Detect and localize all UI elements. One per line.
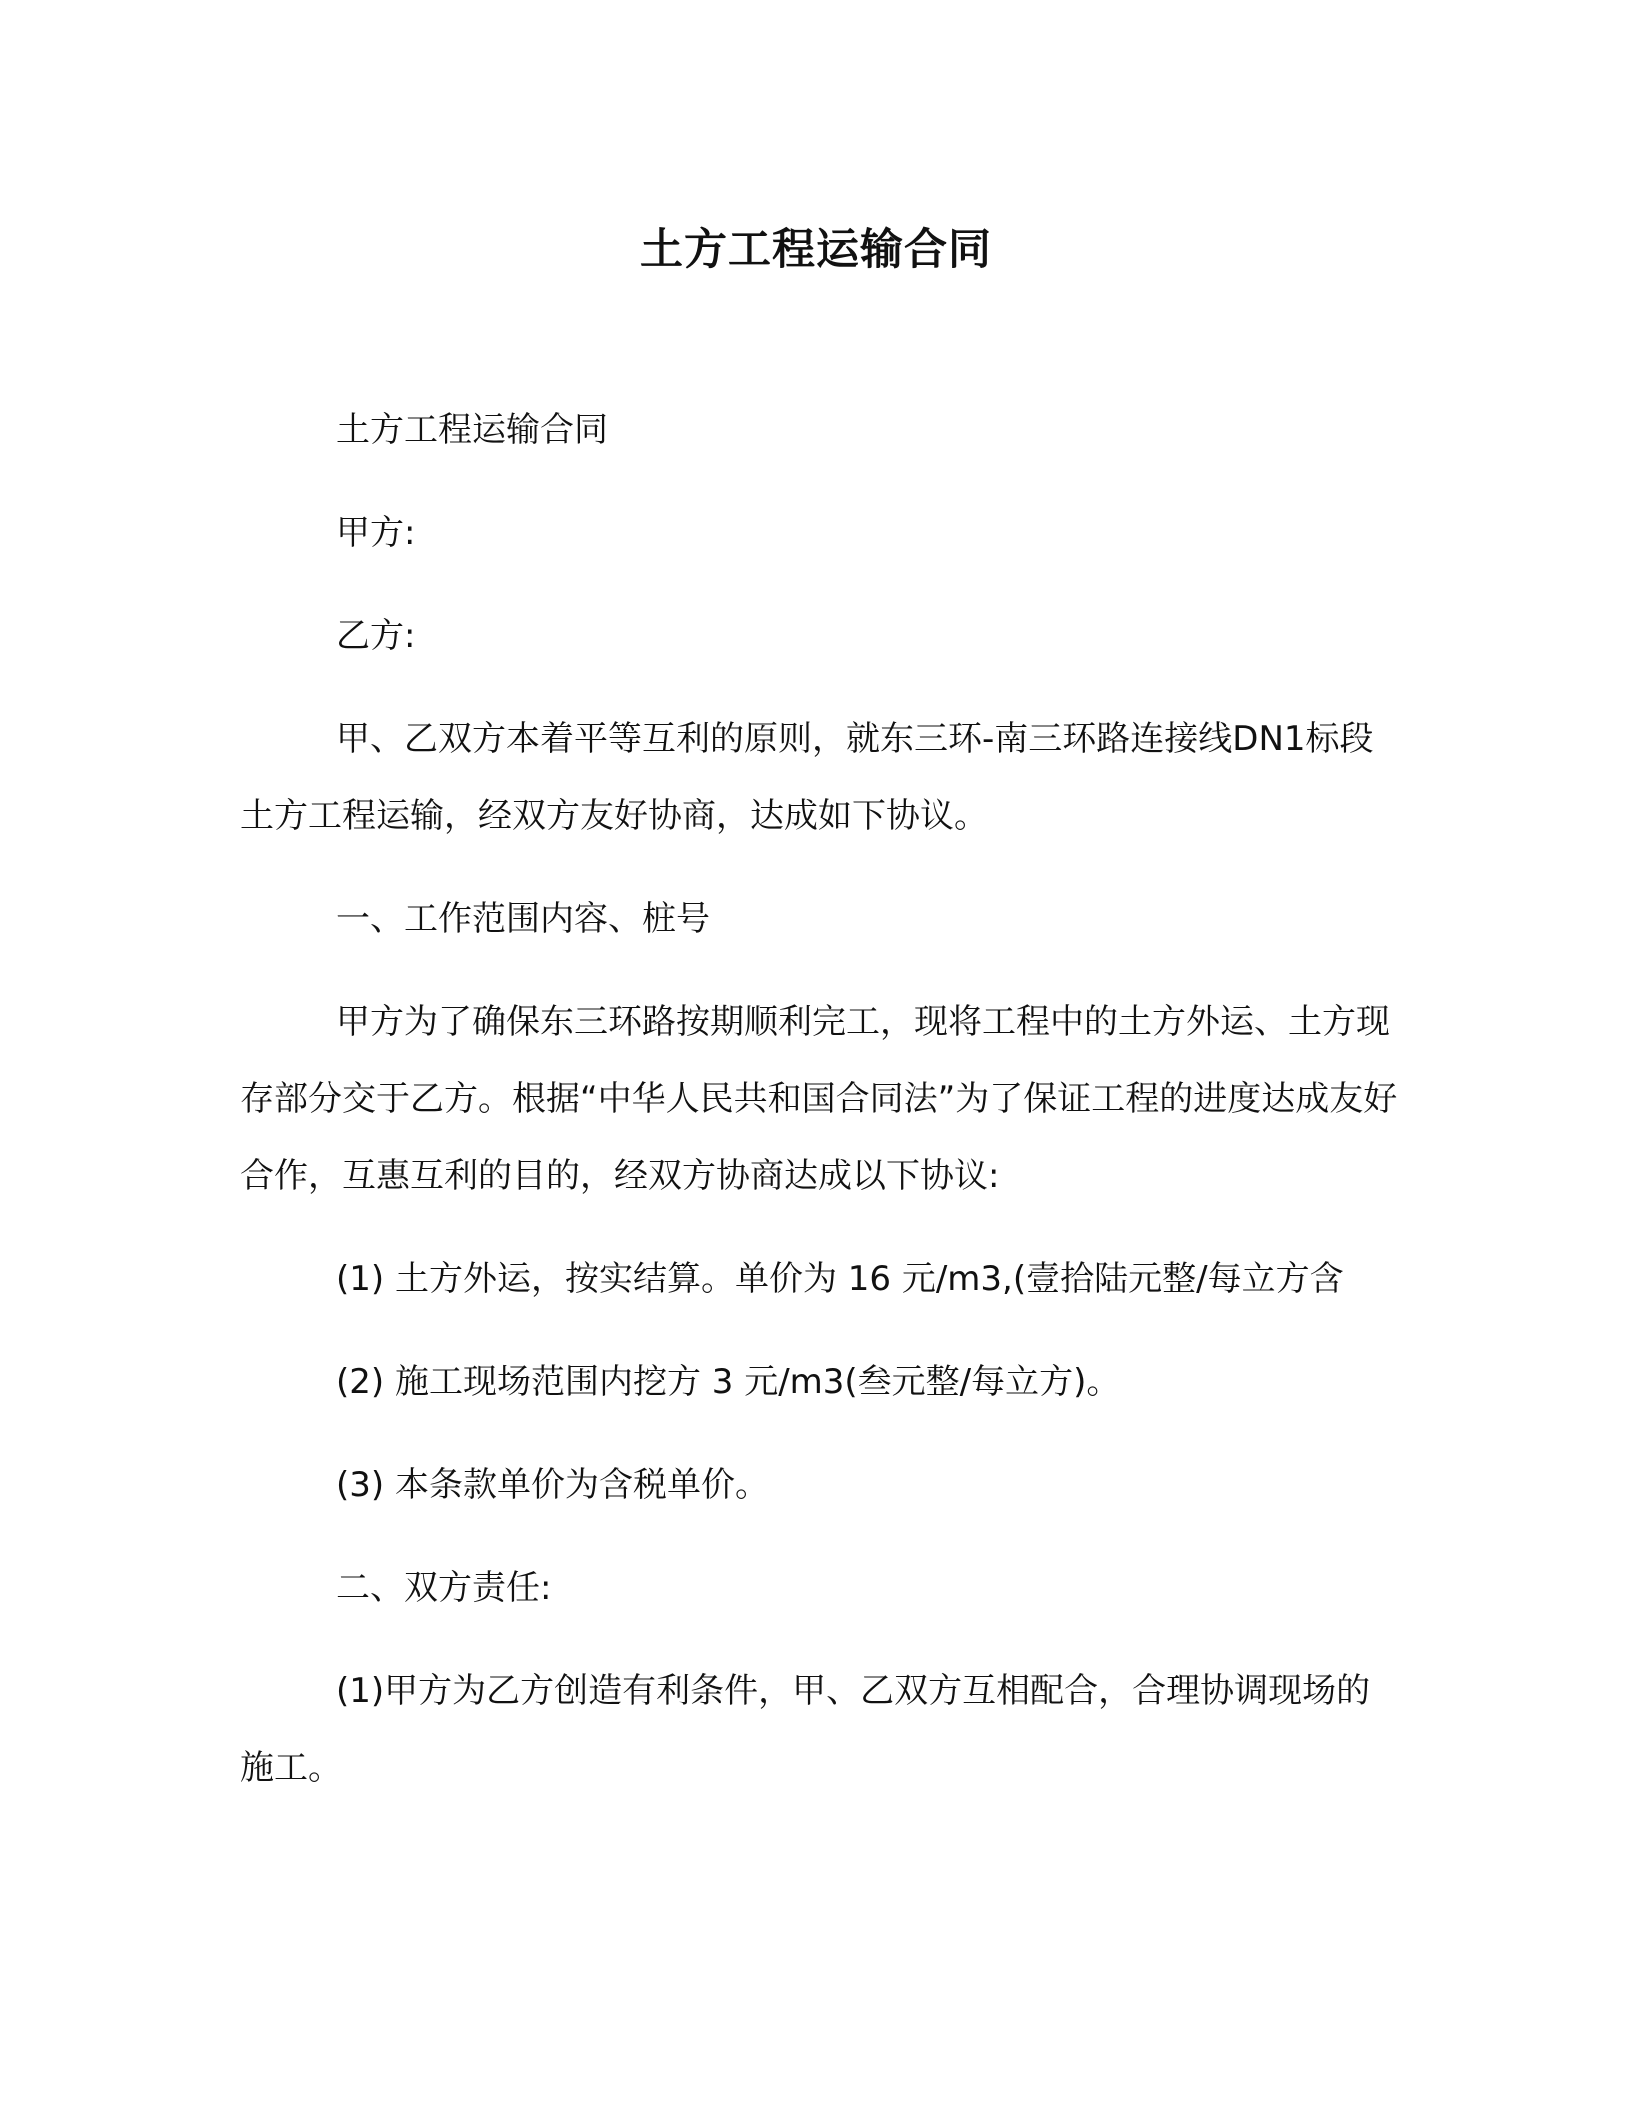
responsibility-1: (1)甲方为乙方创造有利条件，甲、乙双方互相配合，合理协调现场的施工。 [240, 1671, 1371, 1788]
clause-1: (1) 土方外运，按实结算。单价为 16 元/m3,(壹拾陆元整/每立方含 [336, 1259, 1344, 1299]
clause-3: (3) 本条款单价为含税单价。 [336, 1465, 769, 1505]
paragraph-subtitle: 土方工程运输合同 [336, 410, 608, 450]
paragraph-preamble: 甲、乙双方本着平等互利的原则，就东三环-南三环路连接线DN1标段土方工程运输，经双方友好协商，达成如下协议。 [240, 719, 1374, 836]
paragraph-scope: 甲方为了确保东三环路按期顺利完工，现将工程中的土方外运、土方现存部分交于乙方。根据“中华人民共和国合同法”为了保证工程的进度达成友好合作，互惠互利的目的，经双方协商达成以下协议: [240, 1002, 1398, 1196]
document-body [240, 392, 1400, 1833]
clause-2: (2) 施工现场范围内挖方 3 元/m3(叁元整/每立方)。 [336, 1362, 1121, 1402]
heading-section-2: 二、双方责任: [336, 1568, 552, 1608]
paragraph-party-b: 乙方: [336, 616, 416, 656]
paragraph-party-a: 甲方: [336, 513, 416, 553]
document-title: 土方工程运输合同 [640, 225, 992, 275]
heading-section-1: 一、工作范围内容、桩号 [336, 899, 710, 939]
